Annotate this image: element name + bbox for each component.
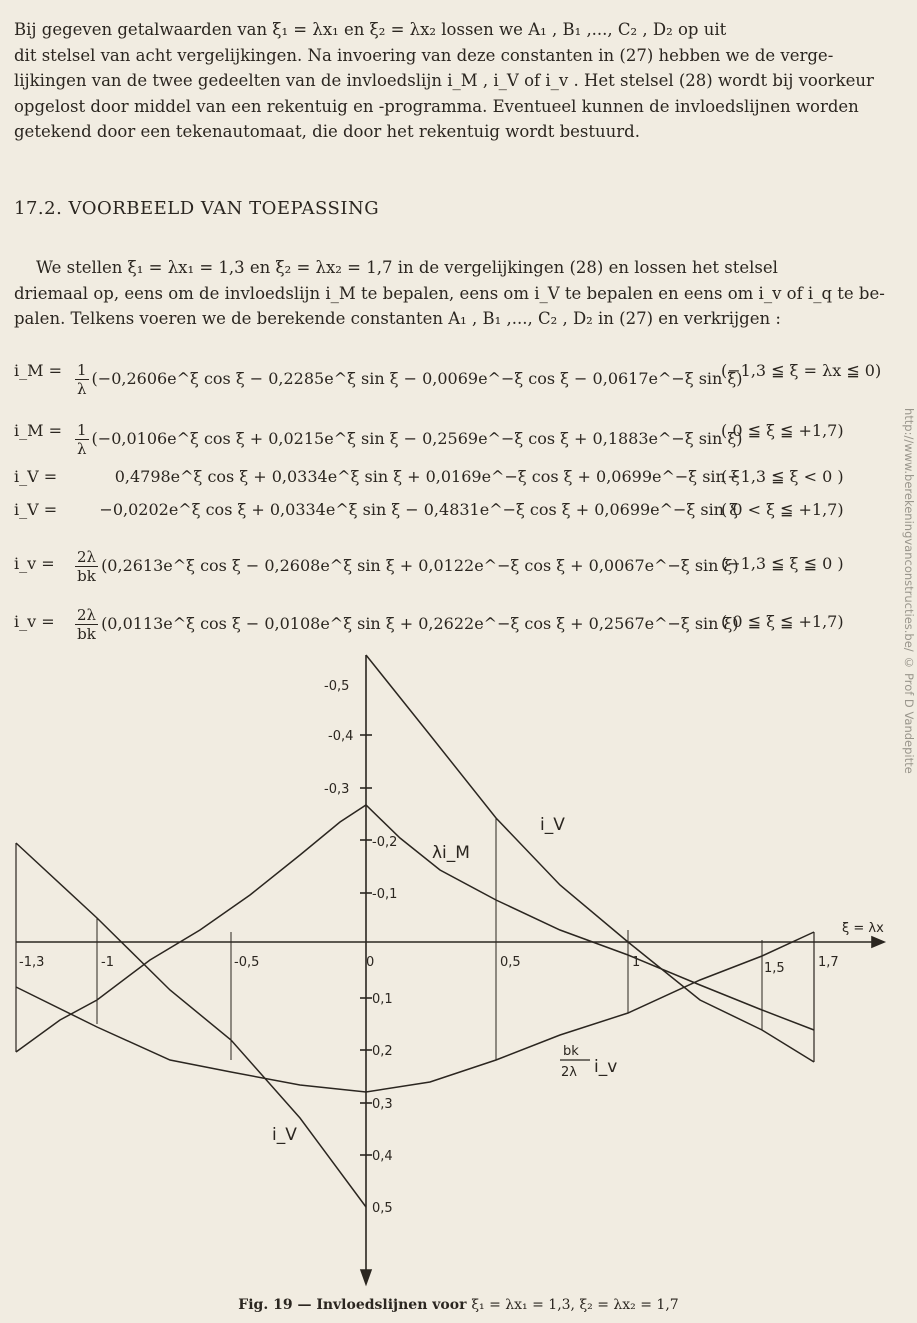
equation-fraction: $\frac{1}{\lambda}$ — [77, 421, 87, 458]
equation-lhs: i_M = — [14, 361, 62, 380]
label-iM: λi_M — [432, 843, 470, 863]
x-axis-arrow — [872, 937, 884, 947]
intro-line: getekend door een tekenautomaat, die door het rekentuig wordt bestuurd. — [14, 122, 640, 141]
equation-body: (0,2613e^ξ cos ξ − 0,2608e^ξ sin ξ + 0,0122e^−ξ cos ξ + 0,0067e^−ξ sin ξ) — [101, 556, 739, 575]
label-iV-lower: i_V — [272, 1125, 297, 1145]
body-line: driemaal op, eens om de invloedslijn i_M te bepalen, eens om i_V te bepalen en eens om i_v of i_q te be- — [14, 283, 885, 303]
y-tick-label: 0,1 — [372, 992, 393, 1007]
y-tick-label: -0,2 — [372, 835, 398, 850]
equation-lhs: i_M = — [14, 421, 62, 440]
caption-prefix: Fig. 19 — Invloedslijnen voor — [238, 1297, 467, 1313]
equation-body: (−0,0106e^ξ cos ξ + 0,0215e^ξ sin ξ − 0,2569e^−ξ cos ξ + 0,1883e^−ξ sin ξ) — [91, 429, 743, 448]
equation-lhs: i_v = — [14, 612, 55, 631]
intro-line: Bij gegeven getalwaarden van ξ₁ = λx₁ en ξ₂ = λx₂ lossen we A₁ , B₁ ,..., C₂ , D₂ op uit — [14, 20, 727, 39]
y-tick-label: 0,5 — [372, 1201, 393, 1216]
equation-range: ( 0 < ξ ≦ +1,7) — [721, 500, 844, 519]
iV-curve-left — [16, 843, 366, 1207]
label-iV-upper: i_V — [540, 815, 565, 835]
x-tick-label: 1,5 — [764, 961, 785, 976]
y-tick-label: 0,2 — [372, 1044, 393, 1059]
equation-lhs: i_v = — [14, 554, 55, 573]
equation-fraction: $\frac{1}{\lambda}$ — [77, 361, 87, 398]
intro-line: opgelost door middel van een rekentuig en -programma. Eventueel kunnen de invloedslijnen worden — [14, 96, 859, 116]
y-axis-arrow — [361, 1270, 371, 1284]
body-line: palen. Telkens voeren we de berekende constanten A₁ , B₁ ,..., C₂ , D₂ in (27) en verkrijgen : — [14, 309, 781, 328]
equation-fraction: $\frac{2\lambda}{bk}$ — [77, 548, 97, 585]
influence-line-figure — [0, 640, 917, 1295]
x-tick-label: 1,7 — [818, 955, 839, 970]
equation-body: −0,0202e^ξ cos ξ + 0,0334e^ξ sin ξ − 0,4831e^−ξ cos ξ + 0,0699e^−ξ sin ξ — [74, 500, 738, 519]
caption-equation: ξ₁ = λx₁ = 1,3, ξ₂ = λx₂ = 1,7 — [471, 1297, 679, 1313]
equation-range: ( 0 ≦ ξ ≦ +1,7) — [721, 612, 844, 631]
x-tick-label: -1 — [101, 955, 114, 970]
y-tick-label: 0,4 — [372, 1149, 393, 1164]
intro-line: lijkingen van de twee gedeelten van de invloedslijn i_M , i_V of i_v . Het stelsel (28) wordt bij voorkeur — [14, 71, 874, 90]
equation-body: (0,0113e^ξ cos ξ − 0,0108e^ξ sin ξ + 0,2622e^−ξ cos ξ + 0,2567e^−ξ sin ξ) — [101, 614, 739, 633]
equation-lhs: i_V = — [14, 467, 58, 486]
watermark: http://www.berekeningvanconstructies.be/ © Prof D Vandepitte — [902, 408, 916, 774]
label-iv-numerator: bk — [563, 1044, 579, 1059]
y-tick-label: 0,3 — [372, 1097, 393, 1112]
x-tick-label: 1 — [632, 955, 641, 970]
equation-range: (−1,3 ≦ ξ < 0 ) — [721, 467, 844, 486]
body-line: We stellen ξ₁ = λx₁ = 1,3 en ξ₂ = λx₂ = 1,7 in de vergelijkingen (28) en lossen het stelsel — [36, 258, 778, 277]
iM-curve — [16, 805, 814, 1052]
body-paragraph — [14, 255, 898, 332]
y-tick-label: -0,5 — [324, 679, 350, 694]
equation-range: (−1,3 ≦ ξ ≦ 0 ) — [721, 554, 844, 573]
x-axis-label: ξ = λx — [842, 921, 884, 936]
equation-range: ( 0 ≦ ξ ≦ +1,7) — [721, 421, 844, 440]
label-iv-symbol: i_v — [594, 1057, 618, 1077]
equation-body: 0,4798e^ξ cos ξ + 0,0334e^ξ sin ξ + 0,0169e^−ξ cos ξ + 0,0699e^−ξ sin ξ — [74, 467, 740, 486]
x-tick-label: 0,5 — [500, 955, 521, 970]
intro-paragraph — [14, 17, 898, 145]
label-iv-denominator: 2λ — [561, 1065, 577, 1080]
y-tick-label: -0,1 — [372, 887, 398, 902]
equation-lhs: i_V = — [14, 500, 58, 519]
x-tick-label: -1,3 — [19, 955, 45, 970]
equation-body: (−0,2606e^ξ cos ξ − 0,2285e^ξ sin ξ − 0,0069e^−ξ cos ξ − 0,0617e^−ξ sin ξ) — [91, 369, 743, 388]
section-heading: 17.2. VOORBEELD VAN TOEPASSING — [14, 198, 380, 219]
x-tick-label: 0 — [366, 955, 375, 970]
figure-caption — [0, 1297, 917, 1313]
equation-range: (−1,3 ≦ ξ = λx ≦ 0) — [721, 361, 882, 380]
x-tick-label: -0,5 — [234, 955, 260, 970]
equation-fraction: $\frac{2\lambda}{bk}$ — [77, 606, 97, 643]
intro-line: dit stelsel van acht vergelijkingen. Na invoering van deze constanten in (27) hebben we de verge- — [14, 45, 834, 65]
y-tick-label: -0,3 — [324, 782, 350, 797]
y-tick-label: -0,4 — [328, 729, 354, 744]
